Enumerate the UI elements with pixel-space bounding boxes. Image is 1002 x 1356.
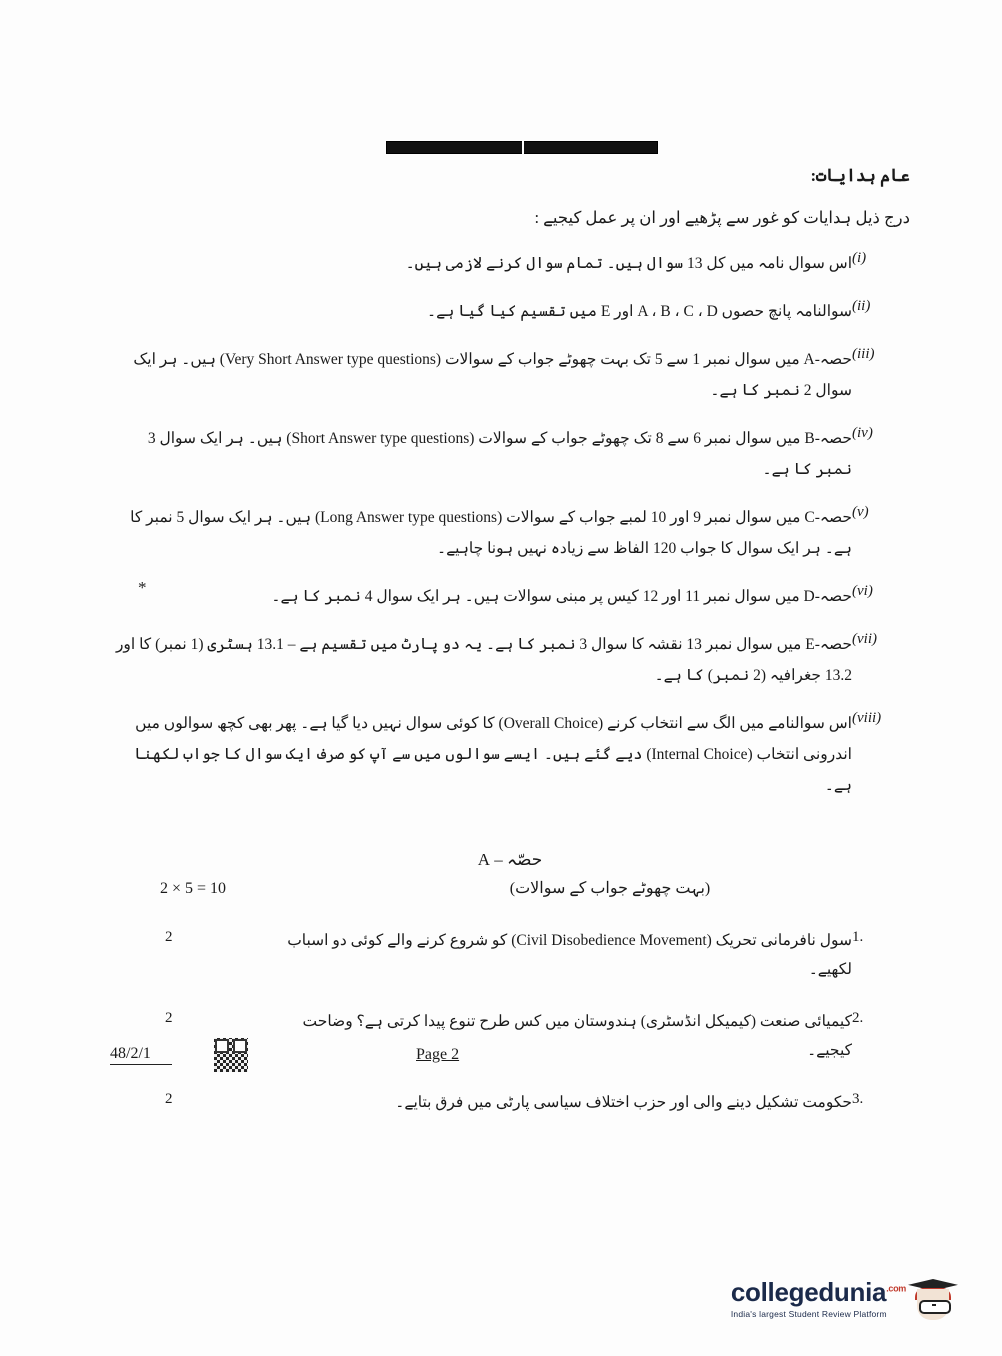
section-title: حصّہ – A [477, 850, 543, 869]
instruction-text: سوالنامہ پانچ حصوں A ، B ، C ، D اور E میں تقسیم کیا گیا ہے۔ [427, 303, 852, 320]
instruction-text: اس سوال نامہ میں کل 13 سوال ہیں۔ تمام سوال کرنے لازمی ہیں۔ [405, 255, 852, 272]
instruction-item [110, 708, 910, 801]
instructions-subheading: درج ذیل ہدایات کو غور سے پڑھیے اور ان پر عمل کیجیے : [534, 208, 910, 227]
instruction-item [110, 581, 910, 612]
instruction-item [110, 248, 910, 279]
instruction-text: حصہ-C میں سوال نمبر 9 اور 10 لمبے جواب کے سوالات (Long Answer type questions) ہیں۔ ہر ایک سوال 5 نمبر کا ہے۔ ہر ایک سوال کا جواب 120 الفاظ سے زیادہ نہیں ہونا چاہیے۔ [130, 509, 852, 557]
instruction-item [110, 502, 910, 564]
question-text: کیمیائی صنعت (کیمیکل انڈسٹری) ہندوستان میں کس طرح تنوع پیدا کرتی ہے؟ وضاحت کیجیے۔ [302, 1012, 852, 1060]
question-text: حکومت تشکیل دینے والی اور حزب اختلاف سیاسی پارٹی میں فرق بتایے۔ [395, 1093, 852, 1111]
instruction-item [110, 296, 910, 327]
question-marks: 2 [165, 1009, 173, 1026]
instruction-number: (vi) [852, 583, 873, 599]
instruction-number: (i) [852, 250, 867, 266]
question-row [110, 926, 910, 985]
instruction-item [110, 423, 910, 485]
instruction-number: (viii) [852, 710, 882, 726]
question-marks: 2 [165, 929, 173, 945]
question-number: 2. [852, 1009, 864, 1026]
instruction-number: (iii) [852, 346, 875, 362]
question-number: 3. [852, 1090, 864, 1107]
instruction-item [110, 344, 910, 406]
instruction-text: حصہ-B میں سوال نمبر 6 سے 8 تک چھوٹے جواب کے سوالات (Short Answer type questions) ہیں۔ ہر ایک سوال 3 نمبر کا ہے۔ [147, 430, 852, 478]
instruction-number: (iv) [852, 425, 873, 441]
qr-code-icon [214, 1038, 248, 1072]
instruction-number: (vii) [852, 631, 877, 647]
page-number-label: Page 2 [416, 1046, 460, 1063]
instruction-number: (ii) [852, 298, 871, 314]
document-body [110, 165, 910, 1139]
instruction-number: (v) [852, 504, 869, 520]
instruction-text: اس سوالنامے میں الگ سے انتخاب کرنے (Overall Choice) کا کوئی سوال نہیں دیا گیا ہے۔ پھر بھی کچھ سوالوں میں اندرونی انتخاب (Internal Choice) دیے گئے ہیں۔ ایسے سوالوں میں سے آپ کو صرف ایک سوال کا جواب لکھنا ہے۔ [134, 715, 852, 794]
section-subtitle-row [110, 878, 910, 898]
general-instructions-heading: عام ہدایات: [810, 166, 910, 185]
section-subtitle: (بہت چھوٹے جواب کے سوالات) [509, 880, 711, 897]
instruction-text: حصہ-A میں سوال نمبر 1 سے 5 تک بہت چھوٹے جواب کے سوالات (Very Short Answer type questions) ہیں۔ ہر ایک سوال 2 نمبر کا ہے۔ [133, 351, 852, 399]
instruction-text: حصہ-D میں سوال نمبر 11 اور 12 کیس پر مبنی سوالات ہیں۔ ہر ایک سوال 4 نمبر کا ہے۔ [271, 588, 852, 605]
paper-code: 48/2/1 [110, 1045, 172, 1065]
page-footer [110, 1038, 910, 1072]
logo-domain-suffix: .com [886, 1283, 906, 1294]
instruction-item [110, 629, 910, 691]
question-number: 1. [852, 929, 864, 945]
question-marks: 2 [165, 1090, 173, 1107]
question-row [110, 1088, 910, 1117]
logo-tagline: India's largest Student Review Platform [730, 1309, 887, 1319]
margin-asterisk: * [138, 578, 147, 597]
collegedunia-logo [730, 1268, 960, 1330]
instruction-text: حصہ-E میں سوال نمبر 13 نقشہ کا سوال 3 نمبر کا ہے۔ یہ دو پارٹ میں تقسیم ہے – 13.1 ہسٹری (1 نمبر) کا اور 13.2 جغرافیہ (2 نمبر) کا ہے۔ [115, 636, 852, 684]
section-marks: 2 × 5 = 10 [160, 880, 227, 897]
graduate-mascot-icon [906, 1275, 960, 1323]
question-text: سول نافرمانی تحریک (Civil Disobedience Movement) کو شروع کرنے والے کوئی دو اسباب لکھیے۔ [287, 932, 852, 979]
scan-marker-bar [386, 141, 658, 154]
logo-name: collegedunia$^{.com}$ [730, 1277, 906, 1307]
